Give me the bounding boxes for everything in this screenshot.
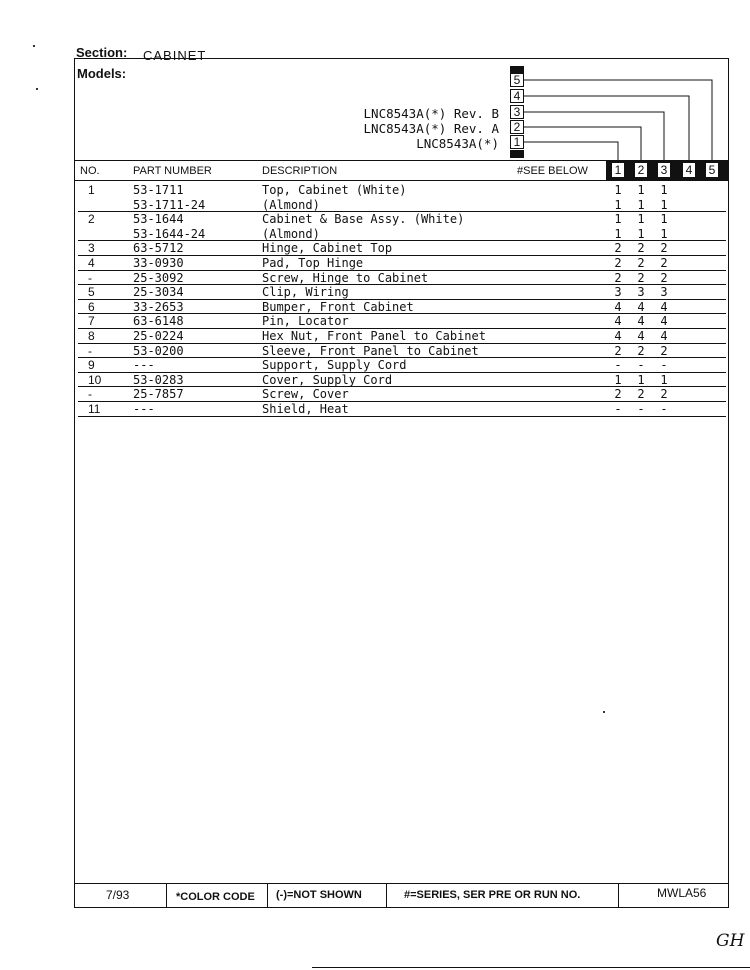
row-description: Support, Supply Cord [262,358,407,373]
footer-divider [386,883,387,908]
row-qty-model-3: 1 [660,372,668,387]
row-qty-model-2: 4 [637,329,645,343]
row-item-number: - [88,343,92,358]
row-item-number: 9 [88,358,95,373]
row-description: Hex Nut, Front Panel to Cabinet [262,329,486,343]
row-part-number: 25-3034 [133,285,184,300]
row-qty-model-1: 2 [614,270,622,285]
row-qty-model-2: 1 [637,183,645,197]
row-part-number: 33-2653 [133,299,184,314]
row-item-number: 3 [88,241,95,256]
footer-divider [166,883,167,908]
row-part-number: 25-0224 [133,329,184,343]
model-box-5: 5 [510,73,524,87]
row-item-number: 5 [88,285,95,300]
connector-2 [524,127,641,163]
row-qty-model-2: 2 [637,270,645,285]
row-qty-model-3: 4 [660,299,668,314]
row-qty-model-2: 1 [637,372,645,387]
row-item-number: 4 [88,256,95,270]
header-no: NO. [80,165,100,177]
row-part-number: 53-1711-24 [133,197,206,212]
row-qty-model-1: 3 [614,285,622,300]
connector-3 [524,112,664,163]
footer-series-note: #=SERIES, SER PRE OR RUN NO. [404,889,581,901]
row-qty-model-2: 3 [637,285,645,300]
row-description: Pin, Locator [262,314,349,329]
row-description: (Almond) [262,226,320,241]
row-part-number: 25-7857 [133,387,184,402]
row-part-number: 53-0283 [133,372,184,387]
row-qty-model-2: 2 [637,387,645,402]
row-description: Top, Cabinet (White) [262,183,407,197]
row-description: Pad, Top Hinge [262,256,364,270]
row-qty-model-3: 1 [660,197,668,212]
row-qty-model-2: 1 [637,197,645,212]
handwritten-initials: GH [716,931,745,951]
row-qty-model-1: 2 [614,256,622,270]
row-description: Hinge, Cabinet Top [262,241,393,256]
footer-not-shown: (-)=NOT SHOWN [276,889,362,901]
row-description: Shield, Heat [262,402,349,416]
row-qty-model-1: 1 [614,183,622,197]
row-qty-model-2: 1 [637,226,645,241]
row-description: Cabinet & Base Assy. (White) [262,212,465,227]
row-qty-model-3: 1 [660,183,668,197]
row-item-number: 1 [88,183,95,197]
row-description: Clip, Wiring [262,285,349,300]
row-part-number: 33-0930 [133,256,184,270]
row-qty-model-1: 4 [614,299,622,314]
row-qty-model-2: 4 [637,314,645,329]
row-qty-model-2: 2 [637,256,645,270]
row-qty-model-1: 2 [614,343,622,358]
row-qty-model-2: - [637,402,645,416]
footer-color-code: *COLOR CODE [176,891,255,903]
row-part-number: 63-6148 [133,314,184,329]
header-col-3: 3 [657,162,671,178]
row-description: Bumper, Front Cabinet [262,299,414,314]
section-label: Section: [76,45,128,60]
row-qty-model-3: 3 [660,285,668,300]
row-part-number: 53-1644-24 [133,226,206,241]
header-bottom-rule [74,180,729,181]
header-description: DESCRIPTION [262,165,338,177]
row-qty-model-1: - [614,358,622,373]
row-description: Cover, Supply Cord [262,372,393,387]
row-qty-model-3: 4 [660,329,668,343]
models-label: Models: [77,66,127,81]
model-line-rev-a: LNC8543A(*) Rev. A [363,121,499,136]
row-qty-model-3: - [660,402,668,416]
section-value: CABINET [143,48,207,63]
row-item-number: - [88,387,92,402]
row-part-number: 53-0200 [133,343,184,358]
row-rule [78,401,726,402]
row-qty-model-3: 4 [660,314,668,329]
header-col-4: 4 [682,162,696,178]
row-qty-model-2: - [637,358,645,373]
row-qty-model-1: - [614,402,622,416]
row-part-number: 53-1711 [133,183,184,197]
row-item-number: 6 [88,299,95,314]
row-qty-model-3: 1 [660,212,668,227]
row-qty-model-3: 2 [660,343,668,358]
header-col-5: 5 [705,162,719,178]
row-qty-model-2: 2 [637,343,645,358]
model-box-4: 4 [510,89,524,103]
row-qty-model-2: 1 [637,212,645,227]
row-qty-model-1: 4 [614,314,622,329]
footer-date: 7/93 [106,888,130,902]
row-description: (Almond) [262,197,320,212]
row-item-number: 2 [88,212,95,227]
row-description: Screw, Hinge to Cabinet [262,270,429,285]
footer-divider [618,883,619,908]
row-qty-model-1: 4 [614,329,622,343]
row-qty-model-1: 2 [614,387,622,402]
model-line-base: LNC8543A(*) [416,136,499,151]
row-rule [78,416,726,417]
footer-top-rule [74,883,729,884]
header-col-2: 2 [634,162,648,178]
model-box-1: 1 [510,135,524,149]
row-item-number: 10 [88,372,102,387]
row-description: Screw, Cover [262,387,349,402]
row-qty-model-3: 2 [660,241,668,256]
row-qty-model-2: 4 [637,299,645,314]
row-qty-model-1: 1 [614,212,622,227]
row-qty-model-1: 1 [614,372,622,387]
row-qty-model-1: 1 [614,197,622,212]
header-col-1: 1 [611,162,625,178]
row-part-number: 53-1644 [133,212,184,227]
model-line-rev-b: LNC8543A(*) Rev. B [363,106,499,121]
model-box-3: 3 [510,105,524,119]
row-qty-model-3: 2 [660,256,668,270]
footer-divider [267,883,268,908]
row-part-number: --- [133,402,155,416]
row-item-number: - [88,270,92,285]
row-description: Sleeve, Front Panel to Cabinet [262,343,479,358]
row-part-number: 63-5712 [133,241,184,256]
row-qty-model-3: 1 [660,226,668,241]
row-item-number: 8 [88,329,95,343]
row-item-number: 7 [88,314,95,329]
row-qty-model-1: 1 [614,226,622,241]
row-item-number: 11 [88,402,101,416]
header-see-below: #SEE BELOW [517,165,588,177]
row-qty-model-3: 2 [660,387,668,402]
bottom-edge-line [312,967,750,968]
row-qty-model-3: - [660,358,668,373]
row-qty-model-1: 2 [614,241,622,256]
row-qty-model-3: 2 [660,270,668,285]
model-box-2: 2 [510,120,524,134]
row-part-number: 25-3092 [133,270,184,285]
row-part-number: --- [133,358,155,373]
header-part-number: PART NUMBER [133,165,212,177]
footer-doc-code: MWLA56 [657,886,707,900]
row-qty-model-2: 2 [637,241,645,256]
